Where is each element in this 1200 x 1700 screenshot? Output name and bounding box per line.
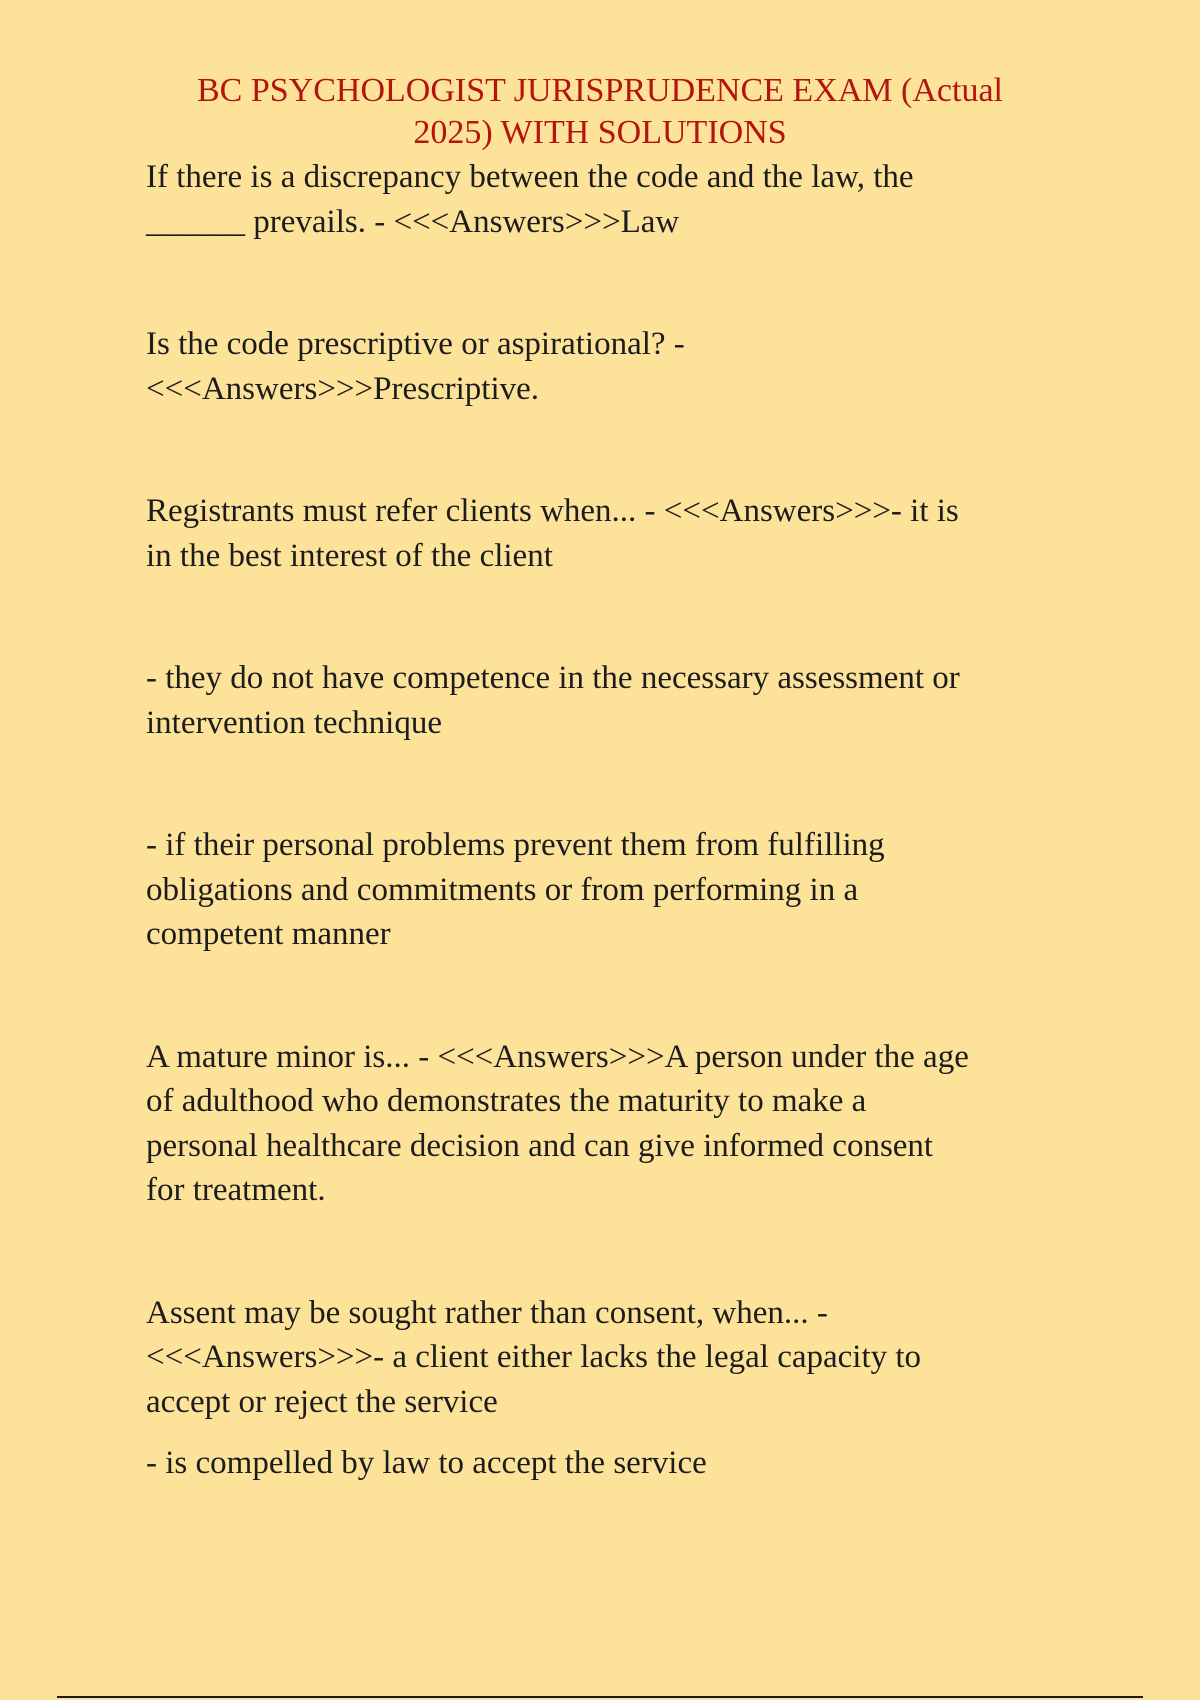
qa-discrepancy-code-law: [146, 155, 1076, 244]
title-line-2: 2025) WITH SOLUTIONS: [413, 114, 787, 151]
text-line: If there is a discrepancy between the code and the law, the: [146, 159, 914, 195]
text-line: competent manner: [146, 916, 391, 952]
assent-reason-compelled: [146, 1441, 1076, 1486]
text-line: intervention technique: [146, 704, 442, 741]
text-line: in the best interest of the client: [146, 537, 553, 574]
qa-mature-minor: [146, 1035, 1076, 1213]
text-line: - is compelled by law to accept the service: [146, 1445, 707, 1481]
text-line: obligations and commitments or from performing in a: [146, 871, 859, 908]
text-line: <<<Answers>>>Prescriptive.: [146, 370, 540, 407]
title-line-1: BC PSYCHOLOGIST JURISPRUDENCE EXAM (Actual: [197, 72, 1003, 109]
refer-reason-competence: [146, 656, 1076, 745]
text-line: - they do not have competence in the necessary assessment or: [146, 660, 960, 696]
text-line: Registrants must refer clients when... - <<<Answers>>>- it is: [146, 493, 959, 529]
text-line: personal healthcare decision and can give informed consent: [146, 1127, 934, 1164]
text-line: Is the code prescriptive or aspirational? -: [146, 326, 685, 362]
text-line: ______ prevails. - <<<Answers>>>Law: [146, 203, 680, 240]
text-line: of adulthood who demonstrates the maturity to make a: [146, 1083, 867, 1119]
text-line: <<<Answers>>>- a client either lacks the legal capacity to: [146, 1339, 922, 1375]
qa-refer-clients: [146, 489, 1076, 578]
document-title: [140, 70, 1060, 154]
qa-assent-vs-consent: [146, 1291, 1076, 1425]
text-line: Assent may be sought rather than consent, when... -: [146, 1294, 828, 1331]
document-body: [146, 155, 1076, 1486]
footer-divider: [57, 1696, 1143, 1698]
text-line: accept or reject the service: [146, 1383, 498, 1420]
text-line: - if their personal problems prevent them from fulfilling: [146, 827, 885, 863]
qa-code-prescriptive: [146, 322, 1076, 411]
refer-reason-personal-problems: [146, 823, 1076, 957]
text-line: for treatment.: [146, 1172, 326, 1208]
text-line: A mature minor is... - <<<Answers>>>A person under the age: [146, 1038, 969, 1075]
